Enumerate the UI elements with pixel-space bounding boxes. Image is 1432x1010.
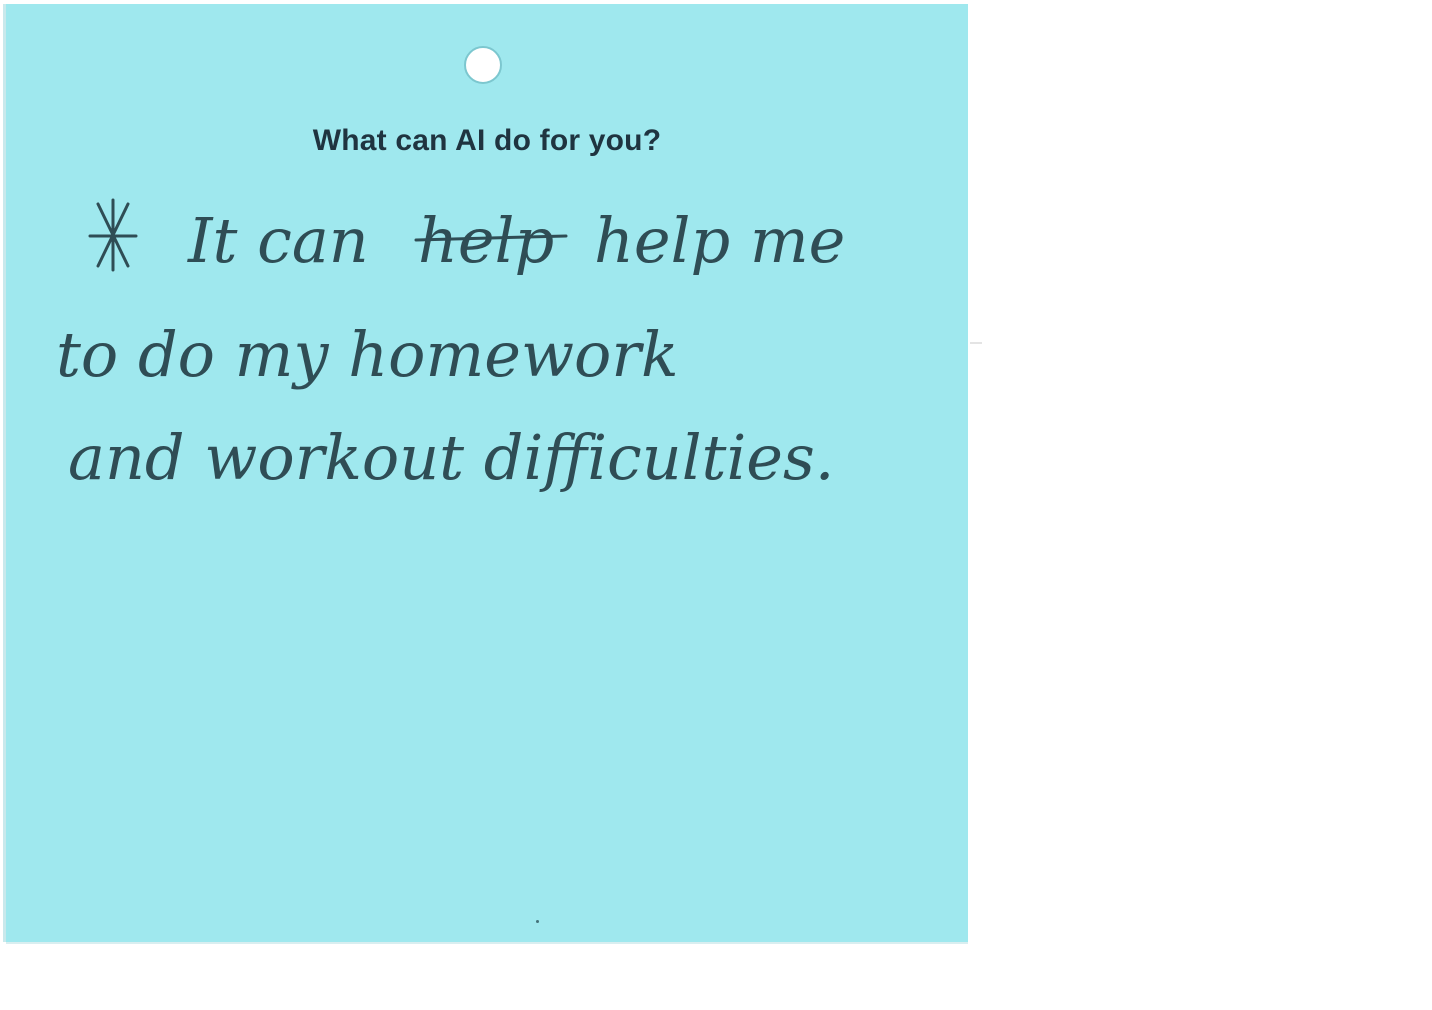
handwritten-response <box>6 4 968 942</box>
struck-word: help <box>418 204 555 277</box>
note-card <box>6 4 968 942</box>
handwritten-line-3: and workout difficulties. <box>68 421 835 494</box>
ink-speck <box>536 920 539 923</box>
scan-edge-mark <box>970 342 982 344</box>
card-prompt: What can AI do for you? <box>312 124 662 157</box>
handwritten-line-1b: help me <box>594 204 846 277</box>
asterisk-mark <box>90 200 136 270</box>
handwritten-line-2: to do my homework <box>56 318 679 391</box>
handwritten-line-1: It can <box>188 204 369 277</box>
